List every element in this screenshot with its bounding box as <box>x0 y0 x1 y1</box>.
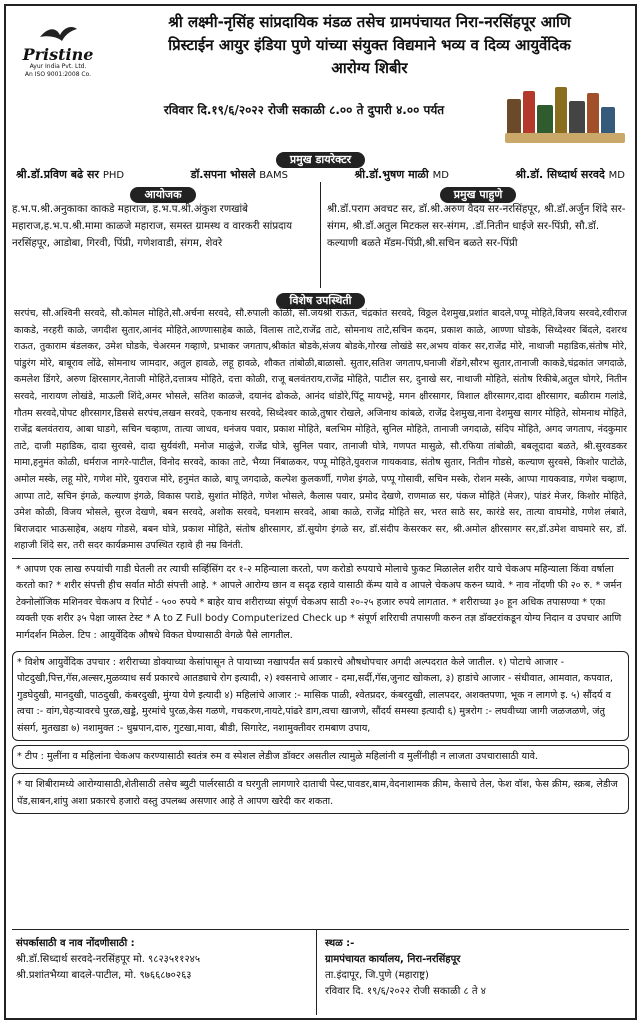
title-line-1: श्री लक्ष्मी-नृसिंह सांप्रदायिक मंडळ तसेच ग्रामपंचायत निरा-नरसिंहपूर आणि <box>168 13 571 31</box>
venue-line-1: ग्रामपंचायत कार्यालय, निरा-नरसिंहपूर <box>325 954 461 965</box>
director-2: डॉ.सपना भोसले BAMS <box>190 168 288 181</box>
ladies-tip-box: * टीप : मुलींना व महिलांना चेकअप करण्यासाठी स्वतंत्र रुम व स्पेशल लेडीज डॉक्टर असतील त्यामुळे महिलांनी व मुलींनीही न लाजता उपचारासाठी यावे. <box>12 745 629 769</box>
logo-subtitle: Ayur India Pvt. Ltd. <box>29 63 87 70</box>
poster-title <box>102 11 637 80</box>
pristine-logo <box>18 23 98 83</box>
venue-heading: स्थळ :- <box>325 938 355 949</box>
event-dateline: रविवार दि.१९/६/२०२२ रोजी सकाळी ८.०० ते दुपारी ४.०० पर्यत <box>163 103 445 117</box>
venue-line-3: रविवार दि. १९/६/२०२२ रोजी सकाळी ८ ते ४ <box>325 986 486 997</box>
footer <box>12 929 629 1015</box>
guests-list: श्री.डॉ.पराग अवचट सर, डॉ.श्री.अरुण वैदय सर-नरसिंहपूर, श्री.डॉ.अर्जुन शिंदे सर-संगम, श्री.डॉ.अतुल मिटकल सर-संगम, .डॉ.नितीन धाईजे सर-पिंप्री, सौ.डॉ. कल्याणी बळते मॅडम-पिंप्री,श्री.सचिन बळते सर-पिंप्री <box>327 204 626 249</box>
contact-heading: संपर्कासाठी व नाव नोंदणीसाठी : <box>16 938 135 949</box>
bird-icon <box>38 23 78 47</box>
organizer-column <box>12 182 314 288</box>
director-3: श्री.डॉ.भुषण माळी MD <box>354 168 449 181</box>
organizer-list: ह.भ.प.श्री.अनुकाका काकडे महाराज, ह.भ.प.श्री.अंकुश रणखांबे महाराज,ह.भ.प.श्री.मामा काळजे महाराज, समस्त ग्रामस्थ व वारकरी सांप्रदाय नरसिंहपूर, आडोबा, गिरवी, पिंप्री, गणेशवाडी, संगम, शेवरे <box>12 204 293 249</box>
special-attendees: सरपंच, सौ.अश्विनी सरवदे, सौ.कोमल मोहिते,सौ.अर्चना सरवदे, सौ.रुपाली कोळी, सौ.जयश्री राऊत, चंद्रकांत सरवदे, विठ्ठल देशमुख,प्रशांत बादले,पप्पू मोहिते,विजय सरवदे,रवीराज काकडे, नरहरी काळे, जगदीश सुतार,आनंद मोहिते,आण्णासाहेब काळे, विलास ताटे,राजेंद्र ताटे, सोमनाथ ताटे,सचिन कदम, प्रकाश काळे, आण्णा घोडके, सिध्देश्वर बिंदले, दशरथ राऊत, तुकाराम बंडलकर, उमेश घोडके, चेअरमन गव्हाणे, प्रभाकर जगताप,श्रीकांत बोडके,संजय बोडके,गोरख लोखंडे सर,अभय वांकर सर,राजेंद्र मोरे, नाथाजी महाडिक,संतोष मोरे, पांडुरंग मोरे, बाबूराव लोंढे, सोमनाथ जामदार, अतुल हावळे, लहू हावळे, शौकत तांबोळी,बाळासो. सुतार,सतिश जगताप,घनाजी शेंडगे,सौरभ सुतार,तानाजी काकडे,चंद्रकांत जगदाळे, कमलेश डिंगरे, अरुण क्षिरसागर,नेताजी मोहिते,दत्तात्रय मोहिते, दत्ता कोळी, राजू बलवंतराय,राजेंद्र मोहिते, पाटील सर, दुनाखे सर, नाथाजी मोहिते, संतोष रिकीबे,अतुल घोगरे, नितीन सरवदे, नारायण लोखंडे, माऊली शिंदे,अमर भोसले, सतिश काळजे, दयानंद ढोकळे, आनंद धांडोरे,पिंटू मायभट्टे, मगन क्षीरसागर, विशाल क्षीरसागर,दादा क्षीरसागर, बळीराम गलांडे, गौतम सरवदे,पोपट क्षीरसागर,डिससे सरपंच,लखन सरवदे, एकनाथ सरवदे, सिध्देश्वर काळे,तुषार रोखले, अजिनाथ कांबळे, राजेंद्र देशमुख,नाना देशमुख सागर मोहिते, सोमनाथ मोहिते, राजेंद्र बलवंतराय, आबा घाडगे, सचिन चव्हाण, तात्या जाधव, धनंजय पवार, प्रकाश मोहिते, बलभिम मोहिते, सुनिल मोहिते, तानाजी जगदाळे, संदिप मोहिते, अगद जगताप, नंदकुमार ताटे, दाजी महाडिक, दादा सुरवसे, दादा सुर्यवंशी, मनोज माळुंजे, राजेंद्र घोत्रे, सुनिल पवार, तानाजी घोत्रे, गणपत मासुळे, सौ.रफिया तांबोळी, बबलूदादा बळते, श्री.सुरवडकर मामा,हनुमंत कोळी, धर्मराज नागरे-पाटील, विनोद सरवदे, काका ताटे, भैय्या निंबाळकर, पप्पू मोहिते,युवराज गायकवाड, संतोष सुतार, नितीन गोडसे, कल्याण सुरवसे, किशोर पाटोळे, अमोल मस्के, लहू मोरे, गणेश मोरे, युवराज मोरे, हनुमंत काळे, बापू जगदाळे, कल्पेश कुलकर्णी, गणेश इंगळे, पप्पू गोसावी, सचिन मस्के, रोशन मस्के, आप्पा गायकवाड, गणेश चव्हाण, आप्पा ताटे, सचिन इंगळे, कल्याण इंगळे, विकास पराडे, सुशांत मोहिते, गणेश भोसले, कैलास पवार, प्रमोद देखणे, राणमाळ सर, पंकज मोहिते (मेजर), पांडरं मेजर, किशोर मोहिते, उमेश कोळी, विजय भोसले, सुरज देखणे, बबन सरवदे, अशोक सरवदे, घनशाम सरवदे, आबा काळे, राजेंद्र मोहिते सर, भरत साठे सर, कारंडे सर, तात्या वाघमोडे, गणेश लंबाते, बिराजदार भाऊसाहेब, अक्षय गोडसे, बबन घोत्रे, प्रकाश मोहिते, संतोष क्षीरसागर, डॉ.सुयोग इंगळे सर, डॉ.संदीप केसरकर सर, श्री.अमोल क्षीरसागर सर,डॉ.उमेश वाघमारे सर, डॉ. शहाजी शिंदे सर, तरी सदर कार्यक्रमास उपस्थित रहावे ही नम्र विनंती. <box>12 306 629 559</box>
contact-line-2: श्री.प्रशांतभैय्या बादले-पाटील, मो. ९७६६८७०२६३ <box>16 970 192 981</box>
director-4: श्री.डॉ. सिध्दार्थ सरवदे MD <box>515 168 625 181</box>
poster-header <box>12 9 629 147</box>
products-box: * या शिबीरामध्ये आरोग्यासाठी,शेतीसाठी तसेच ब्युटी पार्लरसाठी व घरगुती लागणारे दाताची पेस्ट,पावडर,बाम,वेदनाशामक क्रीम, केसाचे तेल, फेश वॉश, फेस क्रीम, स्क्रब, लेडीज पॅड,साबन,शांपु अशा प्रकारचे हजारो वस्तु उपलब्ध असणार आहे ते आपण खरेदी कर शकता. <box>12 773 629 814</box>
treatments-box: * विशेष आयुर्वेदिक उपचार : शरीराच्या डोक्याच्या केसांपासून ते पायाच्या नखापर्यंत सर्व प्रकारचे औषधोपचार अगदी अल्पदरात केले जातील. १) पोटाचे आजार - पोटदुखी,पित्त,गॅस,अल्सर,मुळव्याध सर्व प्रकारचे आतड्याचे रोग इत्यादी, २) श्वसनाचे आजार - दमा,सर्दी,गॅस,जुनाट खोकला, ३) हाडांचे आजार - संधीवात, आमवात, कपवात, गुडघेदुखी, मानदुखी, पाठदुखी, कंबरदुखी, मुंग्या येणे इत्यादी ४) महिलांचे आजार :- मासिक पाळी, श्वेतप्रदर, कंबरदुखी, लालपदर, अशक्तपणा, भूक न लागणे इ. ५) सौंदर्य व त्वचा :- वांग,चेहऱ्यावरचे पुरळ,खड्डे, मुरमांचे पुरळ,केस गळणे, गचकरण,नायटे,पांढरे डाग,त्वचा खाजणे, सौंदर्य समस्या इत्यादी ६) मुत्ररोग :- लघवीच्या जागी जळजळणे, जंतु संसर्ग, मुतखडा ७) नशामुक्त :- धुम्रपान,दारु, गुटखा,मावा, बीडी, सिगारेट, नशामुक्तीवर रामबाण उपाय, <box>12 651 629 741</box>
poster <box>4 4 637 1020</box>
logo-iso: An ISO 9001:2008 Co. <box>24 71 92 78</box>
title-line-3: आरोग्य शिबीर <box>331 59 408 77</box>
organizers-guests <box>12 182 629 288</box>
venue-block <box>317 930 629 1015</box>
director-heading: प्रमुख डायरेक्टर <box>276 152 365 168</box>
product-bottles-image <box>505 81 625 143</box>
title-line-2: प्रिस्टाईन आयुर इंडिया पुणे यांच्या संयुक्त विद्यमाने भव्य व दिव्य आयुर्वेदिक <box>168 36 571 54</box>
contact-block <box>12 930 317 1015</box>
logo-name: Pristine <box>22 45 94 64</box>
guests-column <box>320 182 629 288</box>
guests-heading: प्रमुख पाहुणे <box>440 187 517 203</box>
venue-line-2: ता.इंदापूर, जि.पुणे (महाराष्ट्र) <box>325 970 429 981</box>
checkup-offer: * आपण एक लाख रुपयांची गाडी घेतली तर त्याची सर्व्हिसिंग दर १-२ महिन्याला करतो, पण करोडो रुपयाचे मोलाचे फुकट मिळालेल शरीर याचे चेकअप महिन्याला किंवा वर्षाला करतो का? * शरीर संपत्ती हीच सर्वात मोठी संपत्ती आहे. * आपले आरोग्य छान व सदृढ रहावे यासाठी कॅम्प यावे व आपले चेकअप करुन घ्यावे. * नाव नोंदणी फी २० रु. * जर्मन टेक्नोलॉजिक मशिनवर चेकअप व रिपोर्ट - ५०० रुपये * बाहेर याच शरीराच्या संपूर्ण चेकअप साठी २०-२५ हजार रुपये लागतात. * शरीराच्या ३० हून अधिक तपासण्या * एका व्यक्ती एक शरीर ३५ पेक्षा जास्त टेस्ट * A to Z Full body Computerized Check up * संपूर्ण शरिराची तपासणी करुन तज्ञ डॉक्टरांकडून योग्य निदान व उपचार आणि मार्गदर्शन मिळेल. टिप : आयुर्वेदिक औषधे विकत घेण्यासाठी वेगळे पैसे लागतील. <box>16 563 622 641</box>
special-heading: विशेष उपस्थिती <box>276 293 366 309</box>
contact-line-1: श्री.डॉ.सिध्दार्थ सरवदे-नरसिंहपूर मो. ९८२३५११२४५ <box>16 954 201 965</box>
organizer-heading: आयोजक <box>130 187 195 203</box>
director-1: श्री.डॉ.प्रविण बढे सर PHD <box>16 168 125 181</box>
